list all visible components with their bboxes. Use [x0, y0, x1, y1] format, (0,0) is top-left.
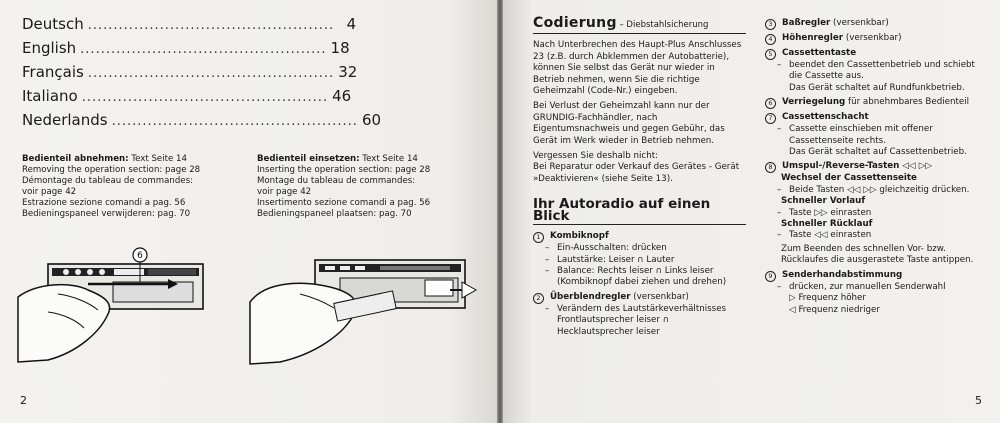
item-number: 3 [765, 19, 776, 30]
item-title: Cassettenschacht [782, 112, 869, 123]
sub-item-text: Balance: Rechts leiser ∩ Links leiser (Kombiknopf dabei ziehen und drehen) [557, 265, 727, 288]
sub-item: – Balance: Rechts leiser ∩ Links leiser (Kombiknopf dabei ziehen und drehen) [533, 266, 746, 289]
toc-row[interactable] [22, 63, 358, 87]
toc-language: Italiano [22, 87, 78, 105]
remove-panel-illustration [18, 242, 218, 367]
column-right [765, 18, 987, 316]
toc-language: Deutsch [22, 15, 84, 33]
item-number: 4 [765, 34, 776, 45]
sub-item-text: Ein-Ausschalten: drücken [557, 243, 667, 254]
sub-item-text: Taste ◁◁ einrasten [789, 230, 872, 241]
sub-item-text: Das Gerät schaltet auf Cassettenbetrieb. [789, 147, 967, 158]
knob-icon [75, 269, 81, 275]
paragraph: Bei Verlust der Geheimzahl kann nur der GRUNDIG-Fachhändler, nach Eigentumsnachweis und gegen Gebühr, das Gerät im Werk wieder in Betrieb nehmen. [533, 101, 725, 146]
list-item [533, 231, 746, 243]
item-title: Höhenregler [782, 33, 844, 43]
list-item [765, 97, 987, 109]
page-number: 5 [975, 394, 982, 407]
button-icon [355, 266, 365, 270]
sub-item-text: Taste ▷▷ einrasten [789, 207, 872, 218]
sub-item-text: Cassette einschieben mit offener Cassettenseite rechts. [789, 124, 933, 146]
list-item [765, 161, 987, 173]
toc-leader: ................................................ [87, 18, 335, 33]
insert-heading: Bedienteil einsetzen: [257, 154, 360, 164]
sub-item: – Beide Tasten ◁◁ ▷▷ gleichzeitig drücken. [765, 185, 987, 196]
subheading: Wechsel der Cassettenseite [781, 173, 917, 184]
insert-panel-illustration [250, 242, 480, 367]
callout-number: 6 [137, 251, 143, 261]
instruction-line: voir page 42 [257, 187, 312, 197]
toc-page: 18 [330, 39, 350, 57]
toc-leader: ................................................ [80, 42, 327, 57]
item-number: 8 [765, 162, 776, 173]
item-number: 2 [533, 293, 544, 304]
frequency-down: ◁ Frequenz niedriger [789, 304, 880, 315]
sub-item-text: Beide Tasten ◁◁ ▷▷ gleichzeitig drücken. [789, 184, 970, 195]
toc-row[interactable] [22, 15, 357, 39]
toc-language: Français [22, 63, 84, 81]
toc-row[interactable] [22, 87, 352, 111]
insert-heading-ref: Text Seite 14 [359, 154, 418, 164]
instruction-line: Bedieningspaneel plaatsen: pag. 70 [257, 209, 412, 219]
list-item [765, 33, 987, 45]
item-number: 6 [765, 98, 776, 109]
instruction-line: Removing the operation section: page 28 [22, 165, 201, 175]
subheading: Schneller Rücklauf [781, 219, 873, 230]
toc-row[interactable] [22, 39, 350, 63]
instruction-line: Montage du tableau de commandes: [257, 176, 416, 186]
remove-heading: Bedienteil abnehmen: [22, 154, 129, 164]
knob-icon [99, 269, 105, 275]
instruction-line: Estrazione sezione comandi a pag. 56 [22, 198, 186, 208]
overview-heading: Ihr Autoradio auf einen Blick [533, 199, 746, 225]
toc-page: 32 [338, 63, 358, 81]
right-page [503, 0, 1000, 423]
sub-item: – beendet den Cassettenbetrieb und schiebt die Cassette aus. [765, 60, 987, 83]
instruction-line: Inserting the operation section: page 28 [257, 165, 431, 175]
cassette-door [425, 280, 453, 296]
section-title: Codierung [533, 15, 617, 31]
codierung-heading [533, 15, 746, 34]
remove-heading-ref: Text Seite 14 [128, 154, 187, 164]
toc-page: 46 [332, 87, 352, 105]
item-title: Cassettentaste [782, 48, 857, 58]
item-number: 7 [765, 113, 776, 124]
instruction-line: voir page 42 [22, 187, 77, 197]
list-item [765, 112, 987, 124]
toc-language: Nederlands [22, 111, 108, 129]
item-title: Überblendregler [550, 291, 631, 302]
sub-item: – drücken, zur manuellen Senderwahl [765, 282, 987, 293]
item-note: (versenkbar) [830, 18, 889, 28]
toc-language: English [22, 39, 77, 57]
paragraph: Bei Reparatur oder Verkauf des Gerätes - Gerät »Deaktivieren« (siehe Seite 13). [533, 162, 740, 184]
paragraph: Nach Unterbrechen des Haupt-Plus Anschlusses 23 (z.B. durch Abklemmen der Autobatterie), können Sie selbst das Gerät nur wieder in Betrieb nehmen, wenn Sie die richtige Geheimzahl (Code-Nr.) eingeben. [533, 40, 742, 97]
section-subtitle: – Diebstahlsicherung [616, 20, 709, 30]
knob-icon [63, 269, 69, 275]
button-icon [325, 266, 335, 270]
toc-page: 4 [346, 15, 357, 33]
hand-icon [18, 285, 110, 362]
label-strip [148, 269, 196, 275]
instruction-line: Insertimento sezione comandi a pag. 56 [257, 198, 431, 208]
list-item [765, 270, 987, 282]
toc-page: 60 [361, 111, 382, 129]
item-title: Kombiknopf [550, 231, 609, 242]
item-number: 5 [765, 49, 776, 60]
list-item [765, 48, 987, 60]
item-note: (versenkbar) [630, 291, 689, 302]
instruction-line: Bedieningspaneel verwijderen: pag. 70 [22, 209, 191, 219]
item-number: 1 [533, 232, 544, 243]
item-title: Senderhandabstimmung [782, 269, 903, 280]
paragraph: Vergessen Sie deshalb nicht: [533, 151, 659, 162]
toc-leader: ................................................ [111, 114, 358, 129]
left-page [0, 0, 497, 423]
item-title: Verriegelung [782, 97, 846, 108]
paragraph: Zum Beenden des schnellen Vor- bzw. Rücklaufes die ausgerastete Taste antippen. [781, 243, 974, 266]
sub-item: – Verändern des Lautstärkeverhältnisses Frontlautsprecher leiser ∩ Hecklautsprecher leiser [533, 304, 746, 338]
remove-instructions [22, 154, 242, 220]
sub-item-text: drücken, zur manuellen Senderwahl [789, 281, 946, 292]
sub-item: – Taste ▷▷ einrasten [765, 208, 987, 219]
sub-item: – Lautstärke: Leiser ∩ Lauter [533, 255, 746, 266]
sub-item-text: Verändern des Lautstärkeverhältnisses Frontlautsprecher leiser ∩ Hecklautsprecher leiser [557, 303, 727, 337]
sub-item-text: Das Gerät schaltet auf Rundfunkbetrieb. [789, 82, 965, 93]
toc-leader: ................................................ [87, 66, 335, 81]
item-note: für abnehmbares Bedienteil [845, 97, 970, 108]
sub-item: – Cassette einschieben mit offener Cassettenseite rechts. [765, 124, 987, 147]
item-title: Baßregler [782, 18, 831, 28]
subheading: Schneller Vorlauf [781, 196, 866, 207]
hand-icon [250, 283, 356, 364]
item-note: (versenkbar) [843, 33, 902, 43]
frequency-up: ▷ Frequenz höher [789, 293, 866, 304]
sub-item-text: Lautstärke: Leiser ∩ Lauter [557, 254, 675, 265]
item-title: Umspul-/Reverse-Tasten ◁◁ ▷▷ [782, 161, 933, 172]
sub-item: – Taste ◁◁ einrasten [765, 230, 987, 241]
list-item [533, 292, 746, 304]
list-item [765, 18, 987, 30]
instruction-line: Démontage du tableau de commandes: [22, 176, 193, 186]
column-left [533, 15, 746, 338]
button-icon [340, 266, 350, 270]
sub-item-text: beendet den Cassettenbetrieb und schiebt die Cassette aus. [789, 60, 975, 82]
sub-item: – Ein-Ausschalten: drücken [533, 243, 746, 254]
insert-instructions [257, 154, 487, 220]
knob-icon [87, 269, 93, 275]
item-number: 9 [765, 271, 776, 282]
toc-leader: ................................................ [81, 90, 329, 105]
table-of-contents [22, 15, 382, 135]
label-strip [380, 266, 450, 270]
toc-row[interactable] [22, 111, 382, 135]
page-number: 2 [20, 394, 27, 407]
arrow-head-icon [462, 282, 476, 298]
